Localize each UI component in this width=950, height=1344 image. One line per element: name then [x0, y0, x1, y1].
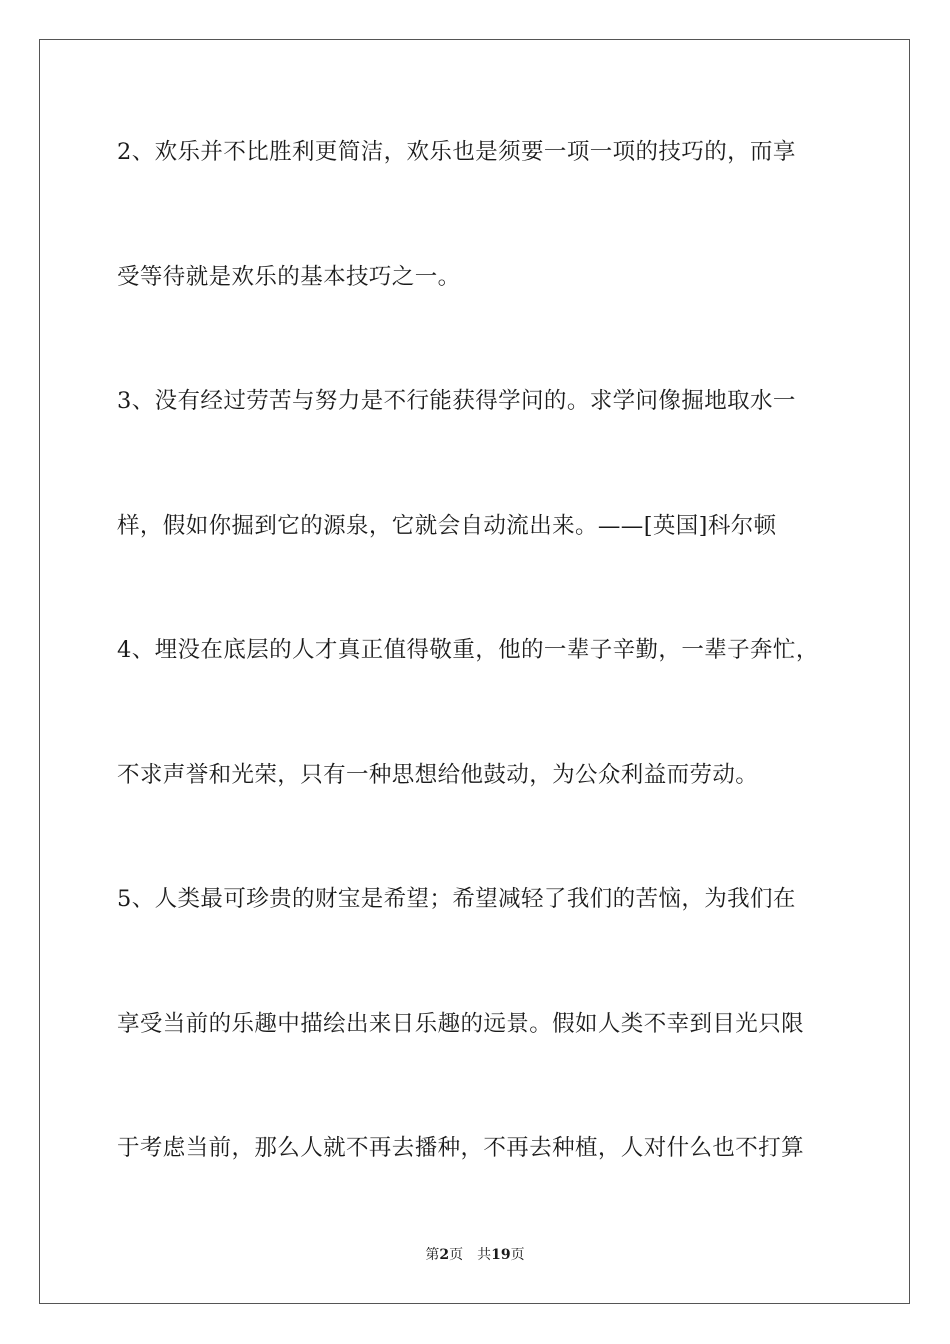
body-line-1: 2、欢乐并不比胜利更简洁，欢乐也是须要一项一项的技巧的，而享: [117, 139, 796, 165]
body-line-6: 不求声誉和光荣，只有一种思想给他鼓动，为公众利益而劳动。: [117, 762, 759, 788]
page-border: [39, 39, 910, 1304]
body-line-8: 享受当前的乐趣中描绘出来日乐趣的远景。假如人类不幸到目光只限: [117, 1011, 805, 1037]
body-line-5: 4、埋没在底层的人才真正值得敬重，他的一辈子辛勤，一辈子奔忙，: [117, 637, 819, 663]
total-pages-label: 共19页: [477, 1247, 525, 1263]
body-line-4: 样，假如你掘到它的源泉，它就会自动流出来。——[英国]科尔顿: [117, 513, 777, 539]
page-footer: [0, 1245, 950, 1265]
page-number-label: 第2页: [425, 1247, 464, 1263]
body-line-3: 3、没有经过劳苦与努力是不行能获得学问的。求学问像掘地取水一: [117, 388, 796, 414]
body-line-2: 受等待就是欢乐的基本技巧之一。: [117, 264, 461, 290]
body-line-9: 于考虑当前，那么人就不再去播种，不再去种植，人对什么也不打算: [117, 1135, 805, 1161]
body-line-7: 5、人类最可珍贵的财宝是希望；希望减轻了我们的苦恼，为我们在: [117, 886, 796, 912]
